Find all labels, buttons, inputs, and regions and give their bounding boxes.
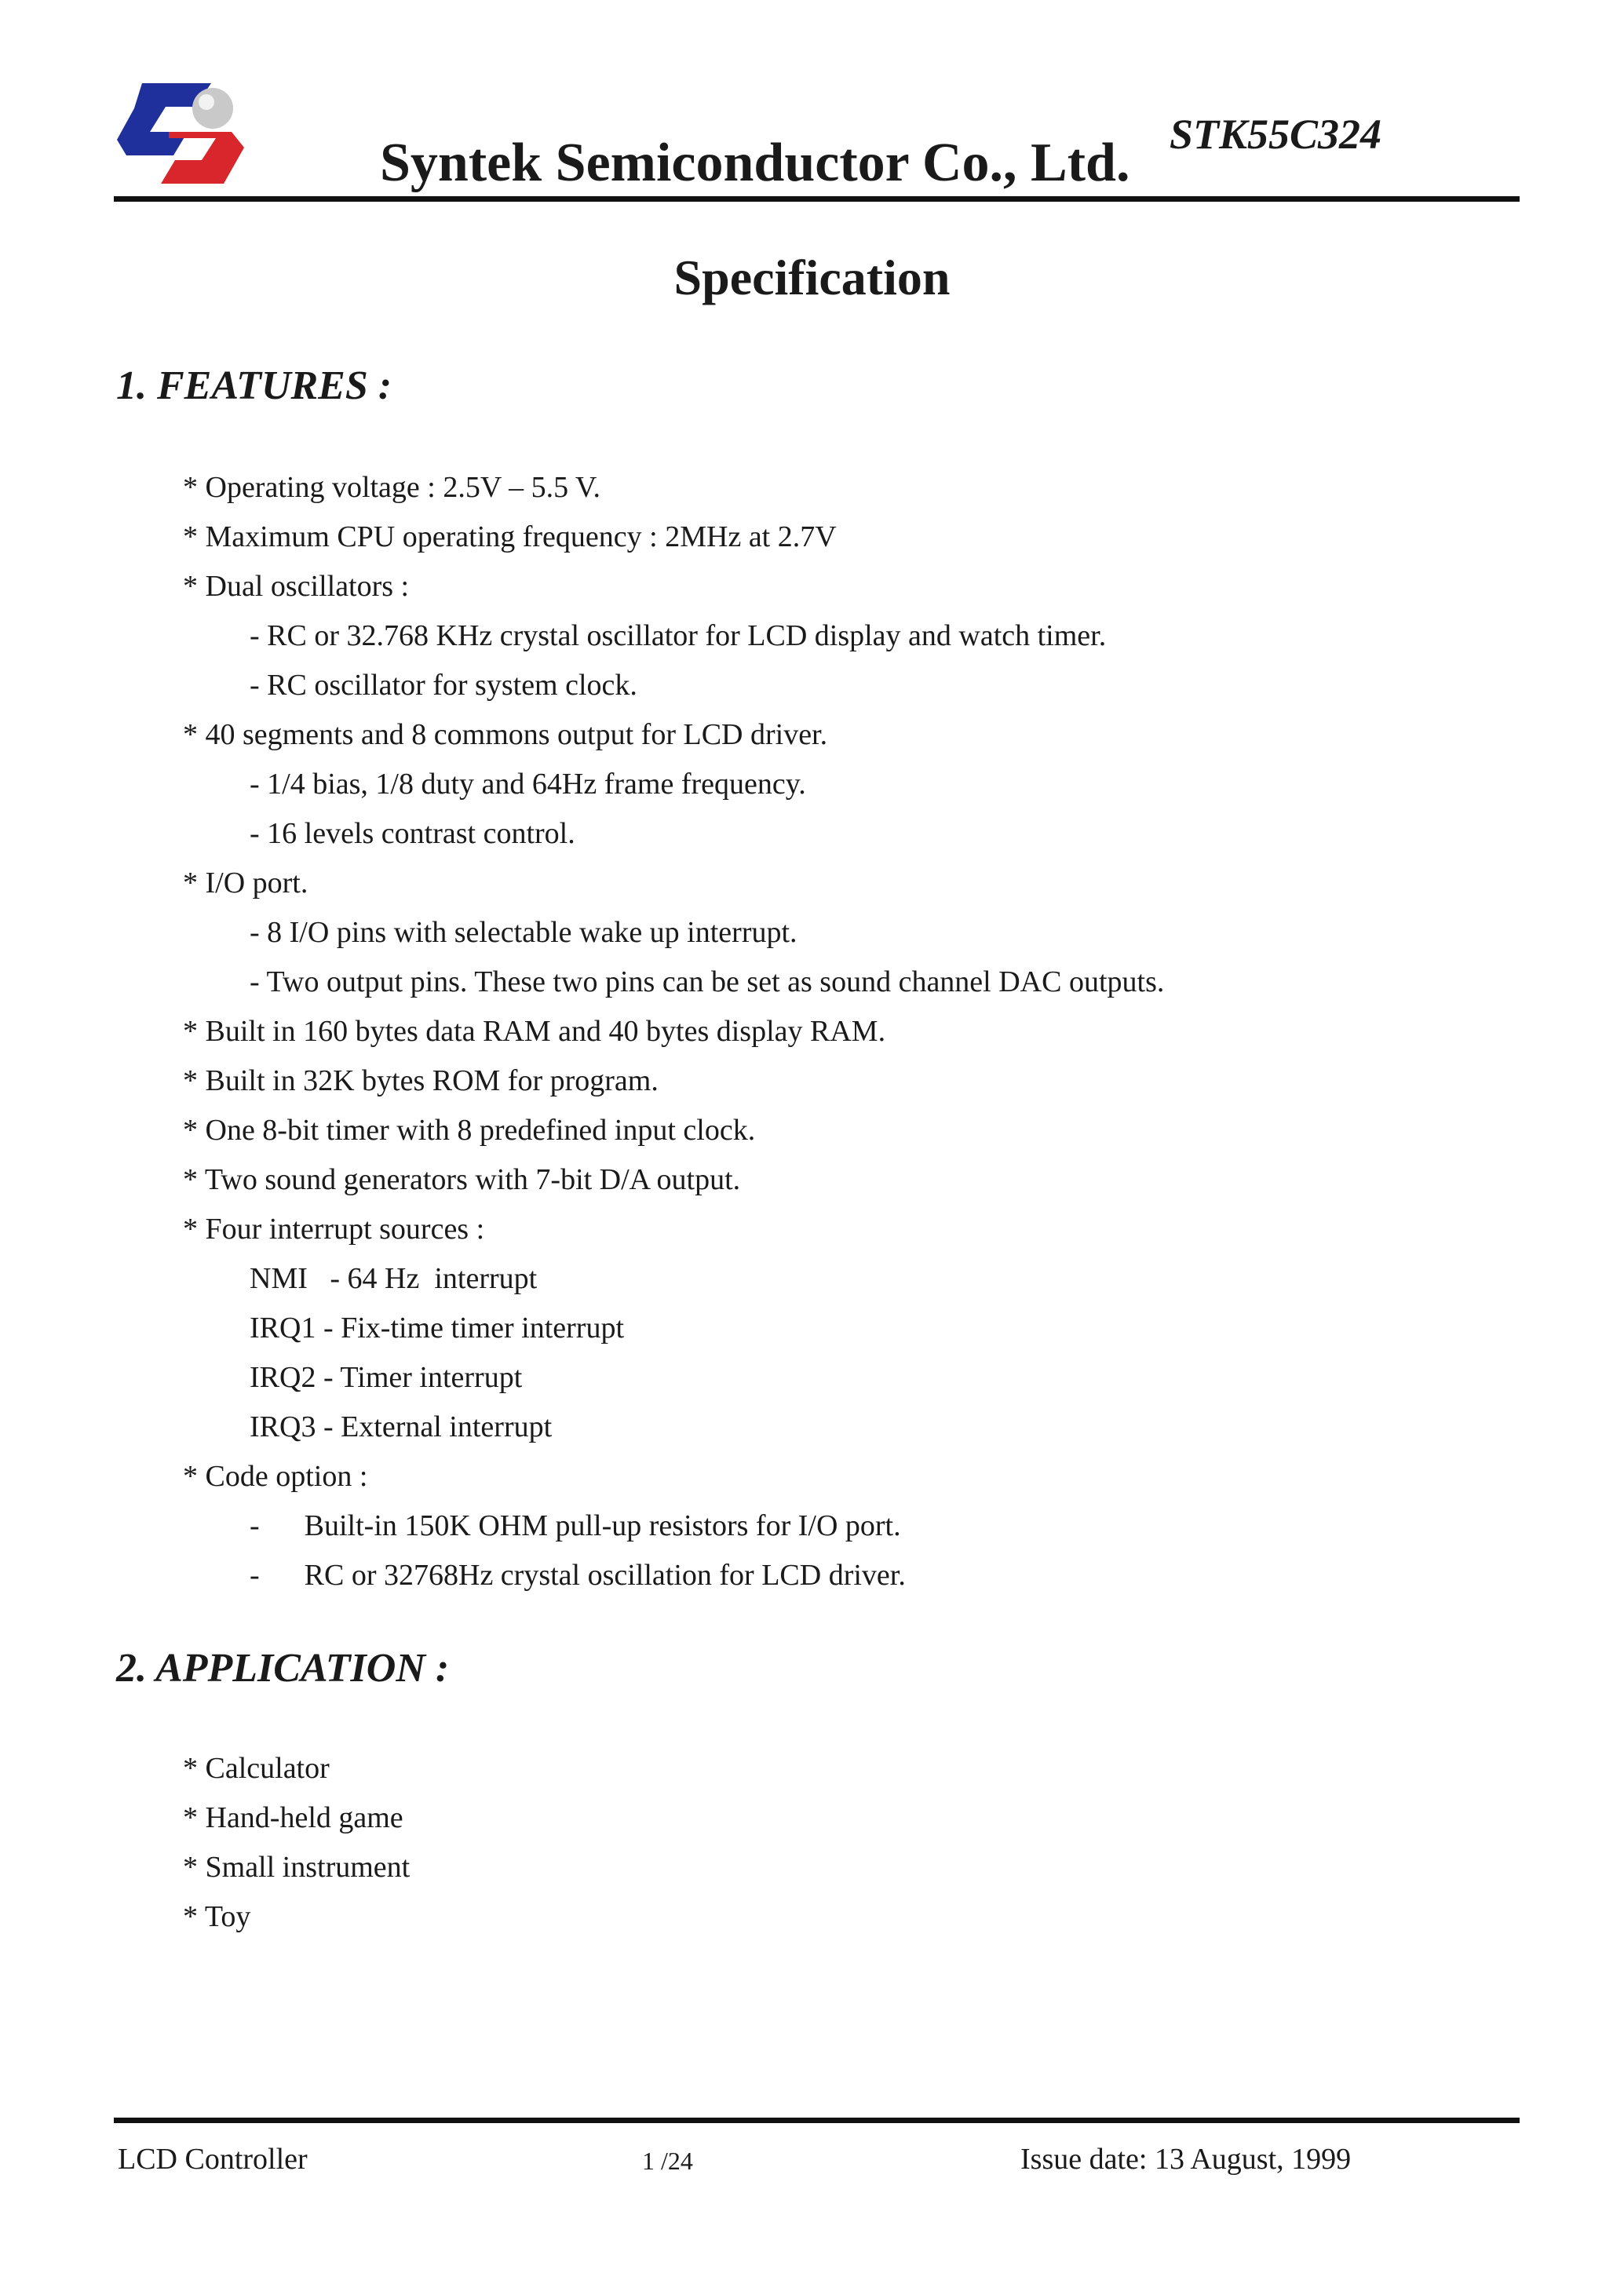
feature-item: * I/O port.: [183, 867, 308, 899]
feature-item: * Operating voltage : 2.5V – 5.5 V.: [183, 471, 600, 504]
feature-subitem: - RC oscillator for system clock.: [250, 669, 637, 702]
company-name: Syntek Semiconductor Co., Ltd.: [380, 133, 1130, 193]
header-rule: [114, 196, 1520, 202]
issue-date: Issue date: 13 August, 1999: [1020, 2143, 1352, 2176]
application-heading: 2. APPLICATION :: [116, 1646, 450, 1691]
feature-item: * Built in 160 bytes data RAM and 40 bytes display RAM.: [183, 1015, 886, 1048]
feature-item: * Maximum CPU operating frequency : 2MHz at 2.7V: [183, 520, 837, 553]
feature-item: * Two sound generators with 7-bit D/A output.: [183, 1163, 741, 1196]
page-number: 1 /24: [642, 2147, 693, 2175]
feature-item: * 40 segments and 8 commons output for LCD driver.: [183, 718, 828, 751]
feature-item: * Four interrupt sources :: [183, 1213, 485, 1246]
application-item: * Small instrument: [183, 1851, 411, 1884]
application-item: * Hand-held game: [183, 1801, 403, 1834]
feature-subitem: - 8 I/O pins with selectable wake up interrupt.: [250, 916, 797, 949]
interrupt-item: IRQ3 - External interrupt: [250, 1410, 553, 1443]
application-item: * Calculator: [183, 1752, 330, 1785]
application-item: * Toy: [183, 1900, 251, 1933]
feature-subitem: - 16 levels contrast control.: [250, 817, 575, 850]
feature-item: * Code option :: [183, 1460, 368, 1493]
interrupt-item: IRQ1 - Fix-time timer interrupt: [250, 1312, 625, 1345]
interrupt-item: IRQ2 - Timer interrupt: [250, 1361, 523, 1394]
code-option-item: - Built-in 150K OHM pull-up resistors for I/O port.: [250, 1509, 901, 1542]
interrupt-item: NMI - 64 Hz interrupt: [250, 1262, 538, 1295]
features-heading: 1. FEATURES :: [116, 363, 392, 408]
footer-product: LCD Controller: [118, 2143, 308, 2176]
feature-subitem: - RC or 32.768 KHz crystal oscillator for LCD display and watch timer.: [250, 619, 1107, 652]
feature-item: * One 8-bit timer with 8 predefined input clock.: [183, 1114, 756, 1147]
document-title: Specification: [673, 250, 951, 305]
feature-item: * Dual oscillators :: [183, 570, 410, 603]
feature-subitem: - 1/4 bias, 1/8 duty and 64Hz frame frequency.: [250, 768, 806, 801]
part-number: STK55C324: [1170, 111, 1382, 158]
footer-rule: [114, 2118, 1520, 2123]
code-option-item: - RC or 32768Hz crystal oscillation for LCD driver.: [250, 1559, 906, 1592]
feature-subitem: - Two output pins. These two pins can be set as sound channel DAC outputs.: [250, 965, 1165, 998]
syntek-logo-icon: [114, 77, 249, 195]
feature-item: * Built in 32K bytes ROM for program.: [183, 1064, 659, 1097]
